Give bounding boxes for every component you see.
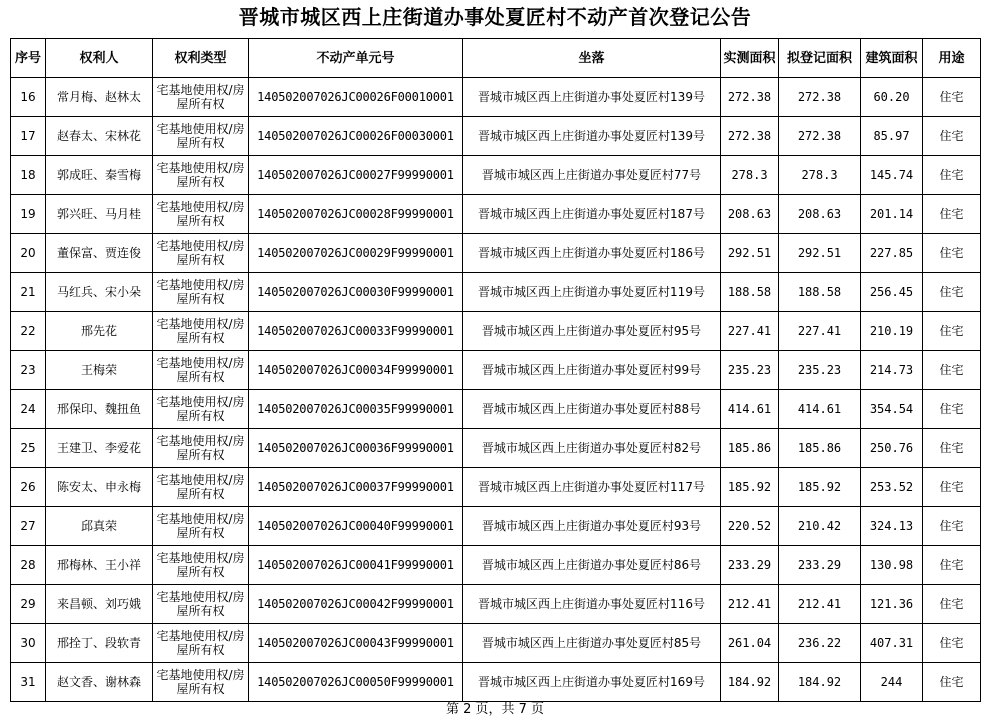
cell-usage: 住宅 — [923, 78, 981, 117]
header-measured-area: 实测面积 — [721, 39, 779, 78]
cell-proposed-area: 236.22 — [779, 624, 861, 663]
cell-usage: 住宅 — [923, 663, 981, 702]
cell-usage: 住宅 — [923, 624, 981, 663]
table-row — [11, 624, 981, 663]
cell-right-type: 宅基地使用权/房屋所有权 — [153, 312, 249, 351]
cell-seq: 17 — [11, 117, 46, 156]
cell-seq: 21 — [11, 273, 46, 312]
cell-measured-area: 184.92 — [721, 663, 779, 702]
cell-usage: 住宅 — [923, 312, 981, 351]
cell-right-type: 宅基地使用权/房屋所有权 — [153, 195, 249, 234]
cell-right-type: 宅基地使用权/房屋所有权 — [153, 390, 249, 429]
cell-holder: 邢拴丁、段软青 — [46, 624, 153, 663]
cell-holder: 常月梅、赵林太 — [46, 78, 153, 117]
cell-proposed-area: 233.29 — [779, 546, 861, 585]
cell-seq: 31 — [11, 663, 46, 702]
page-footer: 第 2 页，共 7 页 — [445, 702, 545, 717]
cell-location: 晋城市城区西上庄街道办事处夏匠村93号 — [463, 507, 721, 546]
cell-location: 晋城市城区西上庄街道办事处夏匠村77号 — [463, 156, 721, 195]
cell-building-area: 250.76 — [861, 429, 923, 468]
cell-location: 晋城市城区西上庄街道办事处夏匠村187号 — [463, 195, 721, 234]
table-row — [11, 546, 981, 585]
cell-right-type: 宅基地使用权/房屋所有权 — [153, 156, 249, 195]
cell-measured-area: 185.86 — [721, 429, 779, 468]
cell-right-type: 宅基地使用权/房屋所有权 — [153, 351, 249, 390]
cell-proposed-area: 212.41 — [779, 585, 861, 624]
cell-building-area: 201.14 — [861, 195, 923, 234]
table-row — [11, 390, 981, 429]
page-title: 晋城市城区西上庄街道办事处夏匠村不动产首次登记公告 — [238, 5, 752, 29]
cell-unit-no: 140502007026JC00033F99990001 — [249, 312, 463, 351]
cell-building-area: 121.36 — [861, 585, 923, 624]
cell-proposed-area: 292.51 — [779, 234, 861, 273]
cell-holder: 陈安太、申永梅 — [46, 468, 153, 507]
cell-seq: 23 — [11, 351, 46, 390]
cell-unit-no: 140502007026JC00042F99990001 — [249, 585, 463, 624]
cell-seq: 16 — [11, 78, 46, 117]
table-row — [11, 156, 981, 195]
cell-measured-area: 414.61 — [721, 390, 779, 429]
cell-unit-no: 140502007026JC00037F99990001 — [249, 468, 463, 507]
cell-building-area: 324.13 — [861, 507, 923, 546]
cell-usage: 住宅 — [923, 234, 981, 273]
cell-location: 晋城市城区西上庄街道办事处夏匠村99号 — [463, 351, 721, 390]
cell-usage: 住宅 — [923, 585, 981, 624]
cell-unit-no: 140502007026JC00040F99990001 — [249, 507, 463, 546]
table-row — [11, 312, 981, 351]
cell-right-type: 宅基地使用权/房屋所有权 — [153, 546, 249, 585]
cell-right-type: 宅基地使用权/房屋所有权 — [153, 273, 249, 312]
cell-building-area: 227.85 — [861, 234, 923, 273]
cell-proposed-area: 185.92 — [779, 468, 861, 507]
cell-seq: 18 — [11, 156, 46, 195]
cell-seq: 20 — [11, 234, 46, 273]
cell-holder: 赵文香、谢林森 — [46, 663, 153, 702]
cell-holder: 邢先花 — [46, 312, 153, 351]
cell-unit-no: 140502007026JC00036F99990001 — [249, 429, 463, 468]
cell-right-type: 宅基地使用权/房屋所有权 — [153, 663, 249, 702]
cell-holder: 邱真荣 — [46, 507, 153, 546]
cell-holder: 来昌顿、刘巧娥 — [46, 585, 153, 624]
cell-usage: 住宅 — [923, 507, 981, 546]
cell-location: 晋城市城区西上庄街道办事处夏匠村85号 — [463, 624, 721, 663]
cell-measured-area: 208.63 — [721, 195, 779, 234]
cell-right-type: 宅基地使用权/房屋所有权 — [153, 117, 249, 156]
cell-measured-area: 292.51 — [721, 234, 779, 273]
registration-table — [10, 38, 981, 702]
table-header-row — [11, 39, 981, 78]
cell-measured-area: 233.29 — [721, 546, 779, 585]
cell-seq: 29 — [11, 585, 46, 624]
cell-building-area: 253.52 — [861, 468, 923, 507]
cell-building-area: 85.97 — [861, 117, 923, 156]
table-row — [11, 273, 981, 312]
cell-holder: 王梅荣 — [46, 351, 153, 390]
cell-right-type: 宅基地使用权/房屋所有权 — [153, 468, 249, 507]
cell-proposed-area: 227.41 — [779, 312, 861, 351]
cell-building-area: 145.74 — [861, 156, 923, 195]
cell-usage: 住宅 — [923, 156, 981, 195]
table-row — [11, 195, 981, 234]
cell-right-type: 宅基地使用权/房屋所有权 — [153, 585, 249, 624]
cell-location: 晋城市城区西上庄街道办事处夏匠村116号 — [463, 585, 721, 624]
cell-holder: 董保富、贾连俊 — [46, 234, 153, 273]
table-row — [11, 117, 981, 156]
cell-usage: 住宅 — [923, 117, 981, 156]
header-usage: 用途 — [923, 39, 981, 78]
header-seq: 序号 — [11, 39, 46, 78]
cell-unit-no: 140502007026JC00026F00010001 — [249, 78, 463, 117]
cell-holder: 郭成旺、秦雪梅 — [46, 156, 153, 195]
cell-proposed-area: 272.38 — [779, 78, 861, 117]
cell-location: 晋城市城区西上庄街道办事处夏匠村169号 — [463, 663, 721, 702]
cell-unit-no: 140502007026JC00041F99990001 — [249, 546, 463, 585]
cell-location: 晋城市城区西上庄街道办事处夏匠村82号 — [463, 429, 721, 468]
cell-seq: 27 — [11, 507, 46, 546]
table-row — [11, 507, 981, 546]
cell-proposed-area: 210.42 — [779, 507, 861, 546]
cell-seq: 19 — [11, 195, 46, 234]
cell-proposed-area: 278.3 — [779, 156, 861, 195]
cell-seq: 26 — [11, 468, 46, 507]
cell-location: 晋城市城区西上庄街道办事处夏匠村139号 — [463, 117, 721, 156]
cell-building-area: 256.45 — [861, 273, 923, 312]
cell-proposed-area: 208.63 — [779, 195, 861, 234]
table-row — [11, 663, 981, 702]
cell-location: 晋城市城区西上庄街道办事处夏匠村88号 — [463, 390, 721, 429]
cell-unit-no: 140502007026JC00034F99990001 — [249, 351, 463, 390]
cell-right-type: 宅基地使用权/房屋所有权 — [153, 78, 249, 117]
cell-location: 晋城市城区西上庄街道办事处夏匠村186号 — [463, 234, 721, 273]
cell-usage: 住宅 — [923, 390, 981, 429]
header-location: 坐落 — [463, 39, 721, 78]
cell-unit-no: 140502007026JC00028F99990001 — [249, 195, 463, 234]
cell-measured-area: 235.23 — [721, 351, 779, 390]
cell-right-type: 宅基地使用权/房屋所有权 — [153, 234, 249, 273]
cell-building-area: 60.20 — [861, 78, 923, 117]
header-unit-no: 不动产单元号 — [249, 39, 463, 78]
cell-seq: 28 — [11, 546, 46, 585]
cell-seq: 24 — [11, 390, 46, 429]
cell-proposed-area: 235.23 — [779, 351, 861, 390]
cell-proposed-area: 272.38 — [779, 117, 861, 156]
header-holder: 权利人 — [46, 39, 153, 78]
cell-unit-no: 140502007026JC00030F99990001 — [249, 273, 463, 312]
header-proposed-area: 拟登记面积 — [779, 39, 861, 78]
cell-unit-no: 140502007026JC00026F00030001 — [249, 117, 463, 156]
cell-location: 晋城市城区西上庄街道办事处夏匠村86号 — [463, 546, 721, 585]
cell-unit-no: 140502007026JC00035F99990001 — [249, 390, 463, 429]
cell-holder: 赵春太、宋林花 — [46, 117, 153, 156]
cell-usage: 住宅 — [923, 468, 981, 507]
cell-unit-no: 140502007026JC00027F99990001 — [249, 156, 463, 195]
cell-measured-area: 278.3 — [721, 156, 779, 195]
cell-right-type: 宅基地使用权/房屋所有权 — [153, 429, 249, 468]
cell-right-type: 宅基地使用权/房屋所有权 — [153, 624, 249, 663]
cell-holder: 邢保印、魏扭鱼 — [46, 390, 153, 429]
header-building-area: 建筑面积 — [861, 39, 923, 78]
cell-location: 晋城市城区西上庄街道办事处夏匠村139号 — [463, 78, 721, 117]
cell-holder: 马红兵、宋小朵 — [46, 273, 153, 312]
cell-location: 晋城市城区西上庄街道办事处夏匠村95号 — [463, 312, 721, 351]
table-row — [11, 234, 981, 273]
cell-measured-area: 220.52 — [721, 507, 779, 546]
cell-unit-no: 140502007026JC00050F99990001 — [249, 663, 463, 702]
cell-right-type: 宅基地使用权/房屋所有权 — [153, 507, 249, 546]
cell-seq: 30 — [11, 624, 46, 663]
cell-seq: 25 — [11, 429, 46, 468]
cell-usage: 住宅 — [923, 429, 981, 468]
cell-holder: 郭兴旺、马月桂 — [46, 195, 153, 234]
cell-location: 晋城市城区西上庄街道办事处夏匠村117号 — [463, 468, 721, 507]
cell-holder: 邢梅林、王小祥 — [46, 546, 153, 585]
cell-measured-area: 188.58 — [721, 273, 779, 312]
table-row — [11, 351, 981, 390]
cell-proposed-area: 185.86 — [779, 429, 861, 468]
cell-measured-area: 227.41 — [721, 312, 779, 351]
cell-unit-no: 140502007026JC00043F99990001 — [249, 624, 463, 663]
table-row — [11, 429, 981, 468]
table-row — [11, 78, 981, 117]
cell-building-area: 407.31 — [861, 624, 923, 663]
cell-measured-area: 185.92 — [721, 468, 779, 507]
cell-location: 晋城市城区西上庄街道办事处夏匠村119号 — [463, 273, 721, 312]
cell-building-area: 214.73 — [861, 351, 923, 390]
cell-usage: 住宅 — [923, 351, 981, 390]
cell-proposed-area: 188.58 — [779, 273, 861, 312]
cell-proposed-area: 414.61 — [779, 390, 861, 429]
cell-building-area: 244 — [861, 663, 923, 702]
header-right-type: 权利类型 — [153, 39, 249, 78]
cell-proposed-area: 184.92 — [779, 663, 861, 702]
cell-usage: 住宅 — [923, 546, 981, 585]
cell-holder: 王建卫、李爱花 — [46, 429, 153, 468]
table-row — [11, 585, 981, 624]
cell-measured-area: 272.38 — [721, 117, 779, 156]
cell-usage: 住宅 — [923, 195, 981, 234]
cell-measured-area: 212.41 — [721, 585, 779, 624]
cell-building-area: 130.98 — [861, 546, 923, 585]
cell-seq: 22 — [11, 312, 46, 351]
cell-building-area: 210.19 — [861, 312, 923, 351]
cell-building-area: 354.54 — [861, 390, 923, 429]
cell-unit-no: 140502007026JC00029F99990001 — [249, 234, 463, 273]
cell-measured-area: 261.04 — [721, 624, 779, 663]
cell-measured-area: 272.38 — [721, 78, 779, 117]
cell-usage: 住宅 — [923, 273, 981, 312]
table-row — [11, 468, 981, 507]
